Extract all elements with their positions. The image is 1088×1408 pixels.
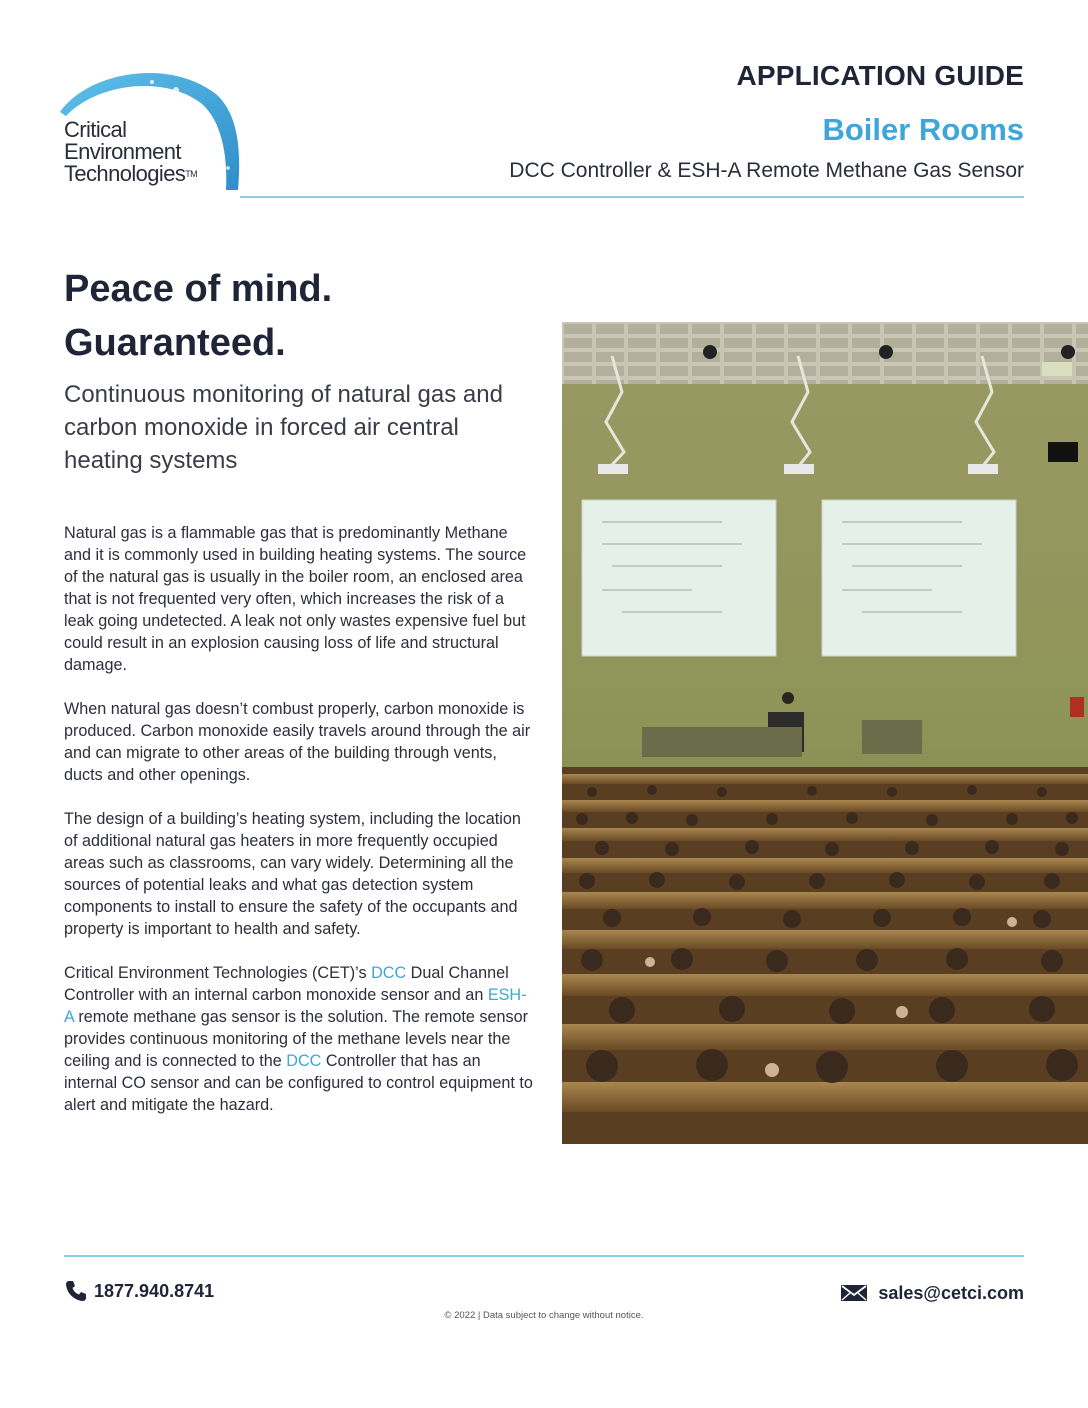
lecture-hall-photo	[562, 322, 1088, 1144]
phone-contact[interactable]	[64, 1278, 214, 1304]
trademark-mark: TM	[185, 169, 198, 179]
headline-line-1: Peace of mind.	[64, 268, 333, 310]
company-logo	[56, 64, 246, 194]
p4-text-4: Controller that has an internal CO sensor and can be configured to control equipment to alert and mitigate the hazard.	[64, 1052, 533, 1114]
application-guide-label: APPLICATION GUIDE	[736, 60, 1024, 91]
copyright-notice: © 2022 | Data subject to change without notice.	[444, 1310, 644, 1321]
dcc-controller-link[interactable]: DCC	[286, 1052, 322, 1070]
envelope-icon	[840, 1284, 868, 1302]
guide-topic: Boiler Rooms	[822, 112, 1024, 147]
page-headline	[64, 262, 332, 370]
header-divider	[240, 196, 1024, 198]
paragraph-4	[64, 962, 534, 1116]
email-address[interactable]: sales@cetci.com	[878, 1282, 1024, 1303]
p4-text-3: remote methane gas sensor is the solution. The remote sensor provides continuous monitoring of the methane levels near the ceiling and is connected to the	[64, 1008, 528, 1070]
p4-text-1: Critical Environment Technologies (CET)’s	[64, 964, 372, 982]
headline-line-2: Guaranteed.	[64, 322, 286, 364]
phone-icon	[64, 1279, 88, 1303]
page-subheadline: Continuous monitoring of natural gas and carbon monoxide in forced air central heating systems	[64, 381, 503, 474]
body-copy	[64, 522, 534, 1138]
dcc-link[interactable]: DCC	[371, 964, 407, 982]
paragraph-2: When natural gas doesn’t combust properly, carbon monoxide is produced. Carbon monoxide easily travels around through the air and can migrate to other areas of the building through vents, ducts and other openings.	[64, 700, 531, 784]
logo-line-2: Environment	[64, 139, 181, 164]
paragraph-1: Natural gas is a flammable gas that is predominantly Methane and it is commonly used in building heating systems. The source of the natural gas is usually in the boiler room, an enclosed area that is not frequented very often, which increases the risk of a leak going undetected. A leak not only wastes expensive fuel but could result in an explosion causing loss of life and structural damage.	[64, 524, 527, 674]
paragraph-3: The design of a building’s heating system, including the location of additional natural gas heaters in more frequently occupied areas such as classrooms, can vary widely. Determining all the sources of potential leaks and what gas detection system components to install to ensure the safety of the occupants and property is important to health and safety.	[64, 810, 521, 938]
esh-a-link[interactable]: ESH-A	[64, 986, 527, 1026]
p4-text-2: Dual Channel Controller with an internal carbon monoxide sensor and an	[64, 964, 509, 1004]
footer-divider	[64, 1255, 1024, 1257]
logo-line-3: Technologies	[64, 161, 186, 186]
phone-number[interactable]: 1877.940.8741	[94, 1280, 215, 1301]
logo-line-1: Critical	[64, 117, 127, 142]
product-line: DCC Controller & ESH-A Remote Methane Gas Sensor	[509, 159, 1024, 182]
email-contact[interactable]	[840, 1280, 1024, 1306]
